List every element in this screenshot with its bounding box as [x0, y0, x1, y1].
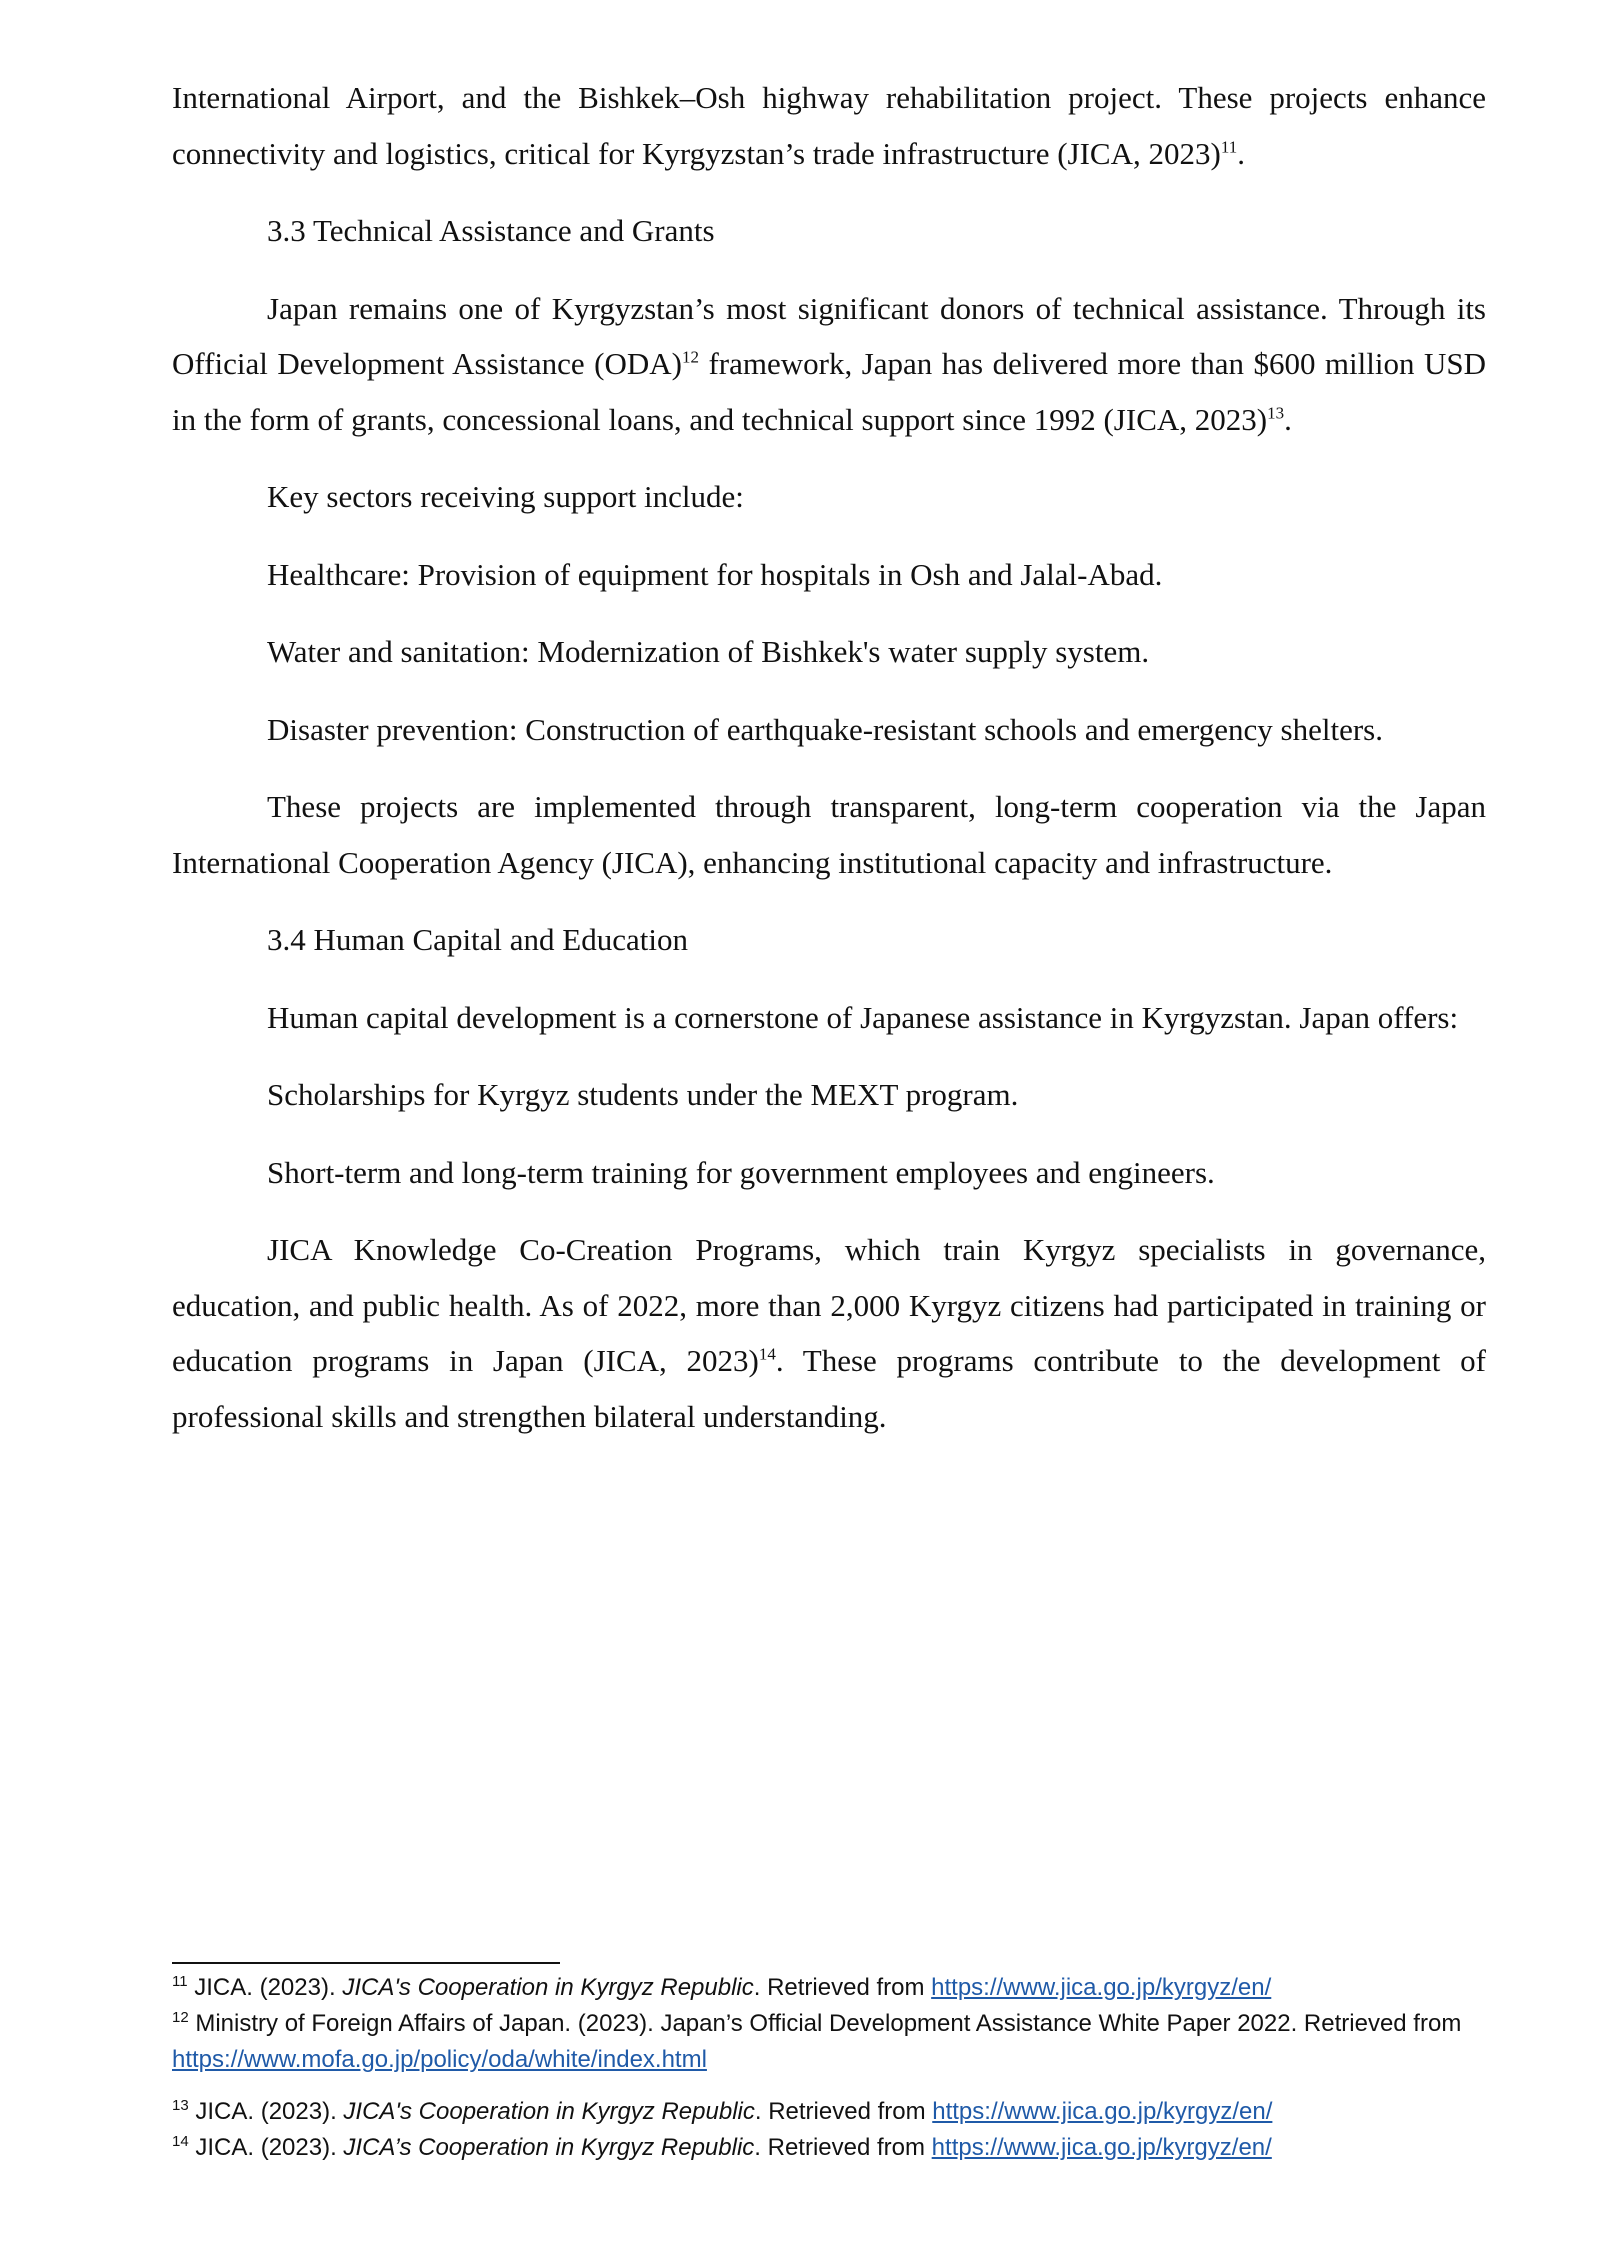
footnote-11: $^{11}$ JICA. (2023). JICA's Cooperation in Kyrgyz Republic. Retrieved from https://www.jica.go.jp/kyrgyz/en/: [172, 1973, 1272, 2001]
section-heading-3-4: 3.4 Human Capital and Education: [267, 922, 688, 957]
footnote-ref-11[interactable]: 11: [1220, 137, 1238, 157]
list-item-healthcare: Healthcare: Provision of equipment for hospitals in Osh and Jalal-Abad.: [267, 556, 1163, 592]
footnote-12: $^{12}$ Ministry of Foreign Affairs of Japan. (2023). Japan’s Official Development Assistance White Paper 2022. Retrieved from https://www.mofa.go.jp/policy/oda/white/index.html: [172, 2009, 1462, 2073]
footnote-ref-13[interactable]: 13: [1267, 403, 1285, 423]
paragraph-key-sectors: Key sectors receiving support include:: [267, 479, 744, 514]
paragraph-airport-continued: International Airport, and the Bishkek–Osh highway rehabilitation project. These projects enhance connectivity and logistics, critical for Kyrgyzstan’s trade infrastructure (JICA, 2023)$^{11}$.: [172, 80, 1486, 171]
paragraph-jica-cooperation: These projects are implemented through transparent, long-term cooperation via the Japan International Cooperation Agency (JICA), enhancing institutional capacity and infrastructure.: [172, 789, 1486, 880]
list-item-training: Short-term and long-term training for government employees and engineers.: [267, 1154, 1215, 1190]
paragraph-knowledge-co-creation: JICA Knowledge Co-Creation Programs, which train Kyrgyz specialists in governance, education, and public health. As of 2022, more than 2,000 Kyrgyz citizens had participated in training or education programs in Japan (JICA, 2023)$^{14}$. These programs contribute to the development of professional skills and strengthen bilateral understanding.: [172, 1232, 1486, 1434]
list-item-water-sanitation: Water and sanitation: Modernization of Bishkek's water supply system.: [267, 634, 1150, 669]
list-item-disaster-prevention: Disaster prevention: Construction of earthquake-resistant schools and emergency shelters.: [267, 711, 1383, 747]
footnotes: [172, 1970, 1512, 2166]
footnote-13-link[interactable]: https://www.jica.go.jp/kyrgyz/en/: [932, 2098, 1273, 2125]
section-heading-3-3: 3.3 Technical Assistance and Grants: [267, 213, 715, 248]
footnote-ref-12[interactable]: 12: [681, 347, 699, 367]
footnote-14-link[interactable]: https://www.jica.go.jp/kyrgyz/en/: [931, 2134, 1272, 2161]
footnote-11-link[interactable]: https://www.jica.go.jp/kyrgyz/en/: [931, 1974, 1272, 2001]
footnote-13: $^{13}$ JICA. (2023). JICA's Cooperation in Kyrgyz Republic. Retrieved from https://www.jica.go.jp/kyrgyz/en/: [172, 2097, 1273, 2125]
paragraph-oda: Japan remains one of Kyrgyzstan’s most significant donors of technical assistance. Through its Official Development Assistance (ODA)$^{12}$ framework, Japan has delivered more than $600 million USD in the form of grants, concessional loans, and technical support since 1992 (JICA, 2023)$^{13}$.: [172, 290, 1486, 437]
footnote-14: $^{14}$ JICA. (2023). JICA’s Cooperation in Kyrgyz Republic. Retrieved from https://www.jica.go.jp/kyrgyz/en/: [172, 2133, 1272, 2161]
paragraph-human-capital: Human capital development is a cornerstone of Japanese assistance in Kyrgyzstan. Japan offers:: [267, 999, 1459, 1035]
footnote-separator: [172, 1962, 560, 1964]
list-item-scholarships: Scholarships for Kyrgyz students under the MEXT program.: [267, 1077, 1019, 1112]
footnote-ref-14[interactable]: 14: [758, 1344, 776, 1364]
body-text: [172, 70, 1486, 1466]
footnote-12-link[interactable]: https://www.mofa.go.jp/policy/oda/white/index.html: [172, 2046, 707, 2073]
